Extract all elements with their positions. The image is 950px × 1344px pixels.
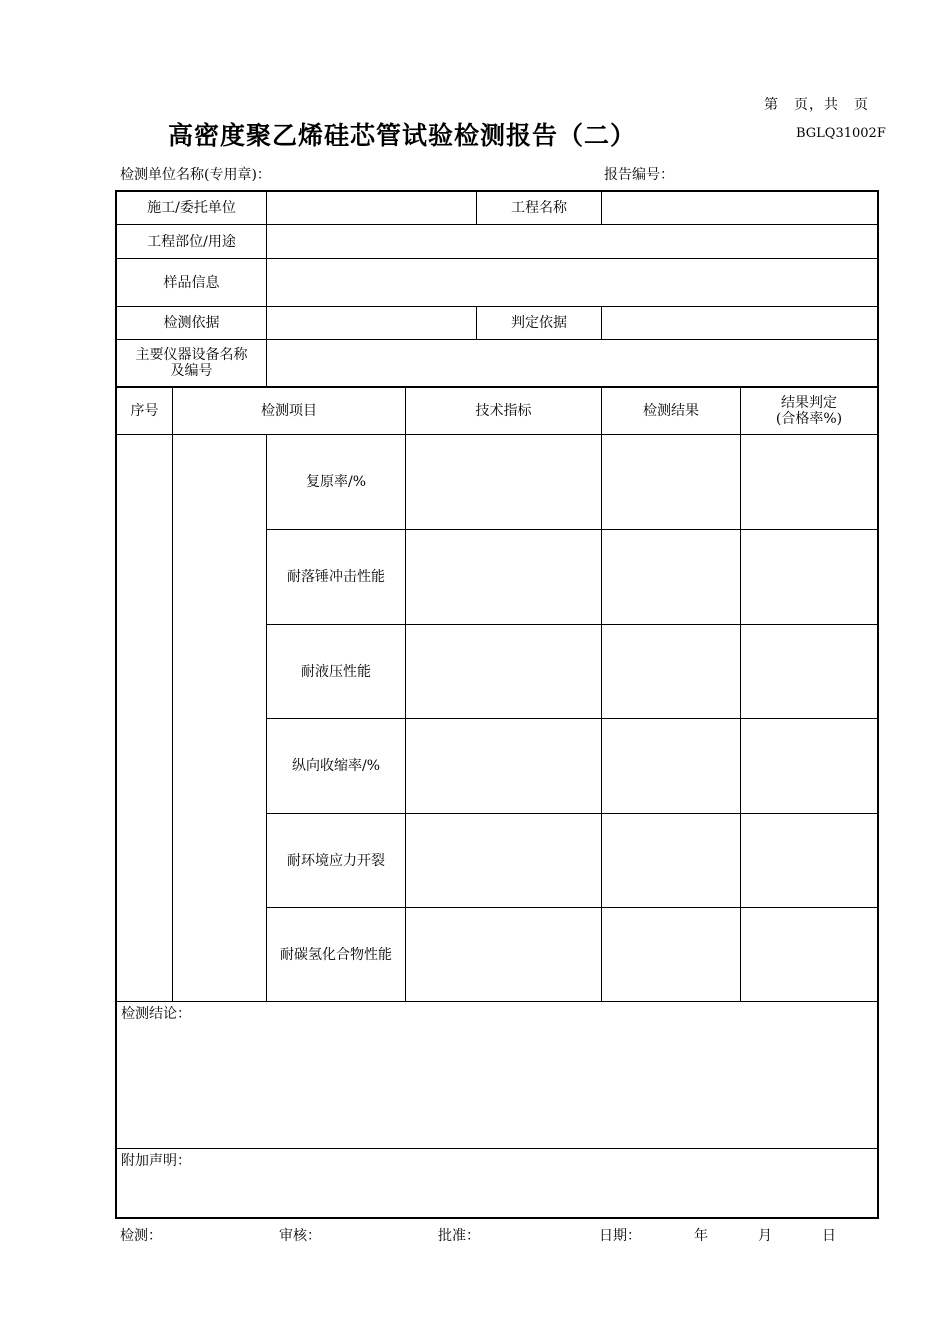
spec-cell[interactable]	[406, 814, 601, 907]
header-spec: 技术指标	[475, 403, 532, 419]
header-result: 检测结果	[643, 403, 699, 419]
location-label: 工程部位/用途	[147, 233, 236, 250]
test-item-label: 耐落锤冲击性能	[287, 569, 385, 585]
spec-cell[interactable]	[406, 435, 601, 529]
judgement-cell[interactable]	[741, 814, 877, 907]
judgement-cell[interactable]	[741, 625, 877, 718]
spec-cell[interactable]	[406, 625, 601, 718]
result-cell[interactable]	[602, 625, 740, 718]
sample-info-field[interactable]	[267, 259, 877, 306]
judgement-cell[interactable]	[741, 908, 877, 1001]
report-form	[115, 190, 879, 1219]
project-name-field[interactable]	[602, 192, 877, 224]
row-number-cell[interactable]	[117, 435, 172, 1001]
date-label: 日期：	[599, 1228, 641, 1244]
equipment-label-line2: 及编号	[170, 363, 213, 379]
criteria-label: 判定依据	[511, 315, 567, 331]
date-day-label: 日	[822, 1228, 836, 1244]
test-item-label: 复原率/%	[305, 474, 367, 490]
result-cell[interactable]	[602, 435, 740, 529]
judgement-cell[interactable]	[741, 530, 877, 624]
statement-area[interactable]	[117, 1149, 877, 1217]
sample-info-label: 样品信息	[163, 274, 220, 291]
header-item: 检测项目	[261, 403, 317, 419]
header-judgement	[741, 388, 877, 434]
date-year-label: 年	[694, 1228, 708, 1244]
test-item-label: 耐液压性能	[301, 663, 371, 680]
item-group-cell[interactable]	[173, 435, 266, 1001]
result-cell[interactable]	[602, 719, 740, 813]
test-item-label: 纵向收缩率/%	[291, 758, 381, 774]
form-code: BGLQ31002F	[796, 126, 886, 141]
spec-cell[interactable]	[406, 530, 601, 624]
reviewer-label: 审核：	[279, 1228, 321, 1244]
judgement-cell[interactable]	[741, 435, 877, 529]
conclusion-area[interactable]	[117, 1002, 877, 1148]
equipment-label-line1: 主要仪器设备名称	[135, 347, 248, 363]
test-basis-label: 检测依据	[163, 315, 220, 331]
date-month-label: 月	[758, 1228, 772, 1244]
location-field[interactable]	[267, 225, 877, 258]
judgement-cell[interactable]	[741, 719, 877, 813]
testing-unit-label: 检测单位名称(专用章)：	[120, 167, 271, 183]
client-label: 施工/委托单位	[147, 200, 236, 216]
spec-cell[interactable]	[406, 719, 601, 813]
approver-label: 批准：	[438, 1228, 480, 1244]
equipment-field[interactable]	[267, 340, 877, 386]
test-item-label: 耐环境应力开裂	[287, 852, 385, 869]
header-judgement-line2: (合格率%)	[775, 411, 843, 427]
test-basis-field[interactable]	[267, 307, 476, 339]
page-title: 高密度聚乙烯硅芯管试验检测报告（二）	[168, 121, 637, 150]
equipment-label	[117, 340, 266, 386]
criteria-field[interactable]	[602, 307, 877, 339]
client-field[interactable]	[267, 192, 476, 224]
page-indicator: 第 页，共 页	[764, 97, 869, 113]
result-cell[interactable]	[602, 908, 740, 1001]
project-name-label: 工程名称	[511, 200, 567, 216]
report-number-label: 报告编号：	[604, 167, 674, 183]
result-cell[interactable]	[602, 530, 740, 624]
statement-label: 附加声明：	[121, 1153, 191, 1169]
header-judgement-line1: 结果判定	[780, 395, 837, 411]
conclusion-label: 检测结论：	[121, 1006, 191, 1022]
test-item-label: 耐碳氢化合物性能	[280, 946, 392, 963]
tester-label: 检测：	[120, 1228, 162, 1244]
result-cell[interactable]	[602, 814, 740, 907]
header-no: 序号	[130, 403, 159, 419]
spec-cell[interactable]	[406, 908, 601, 1001]
